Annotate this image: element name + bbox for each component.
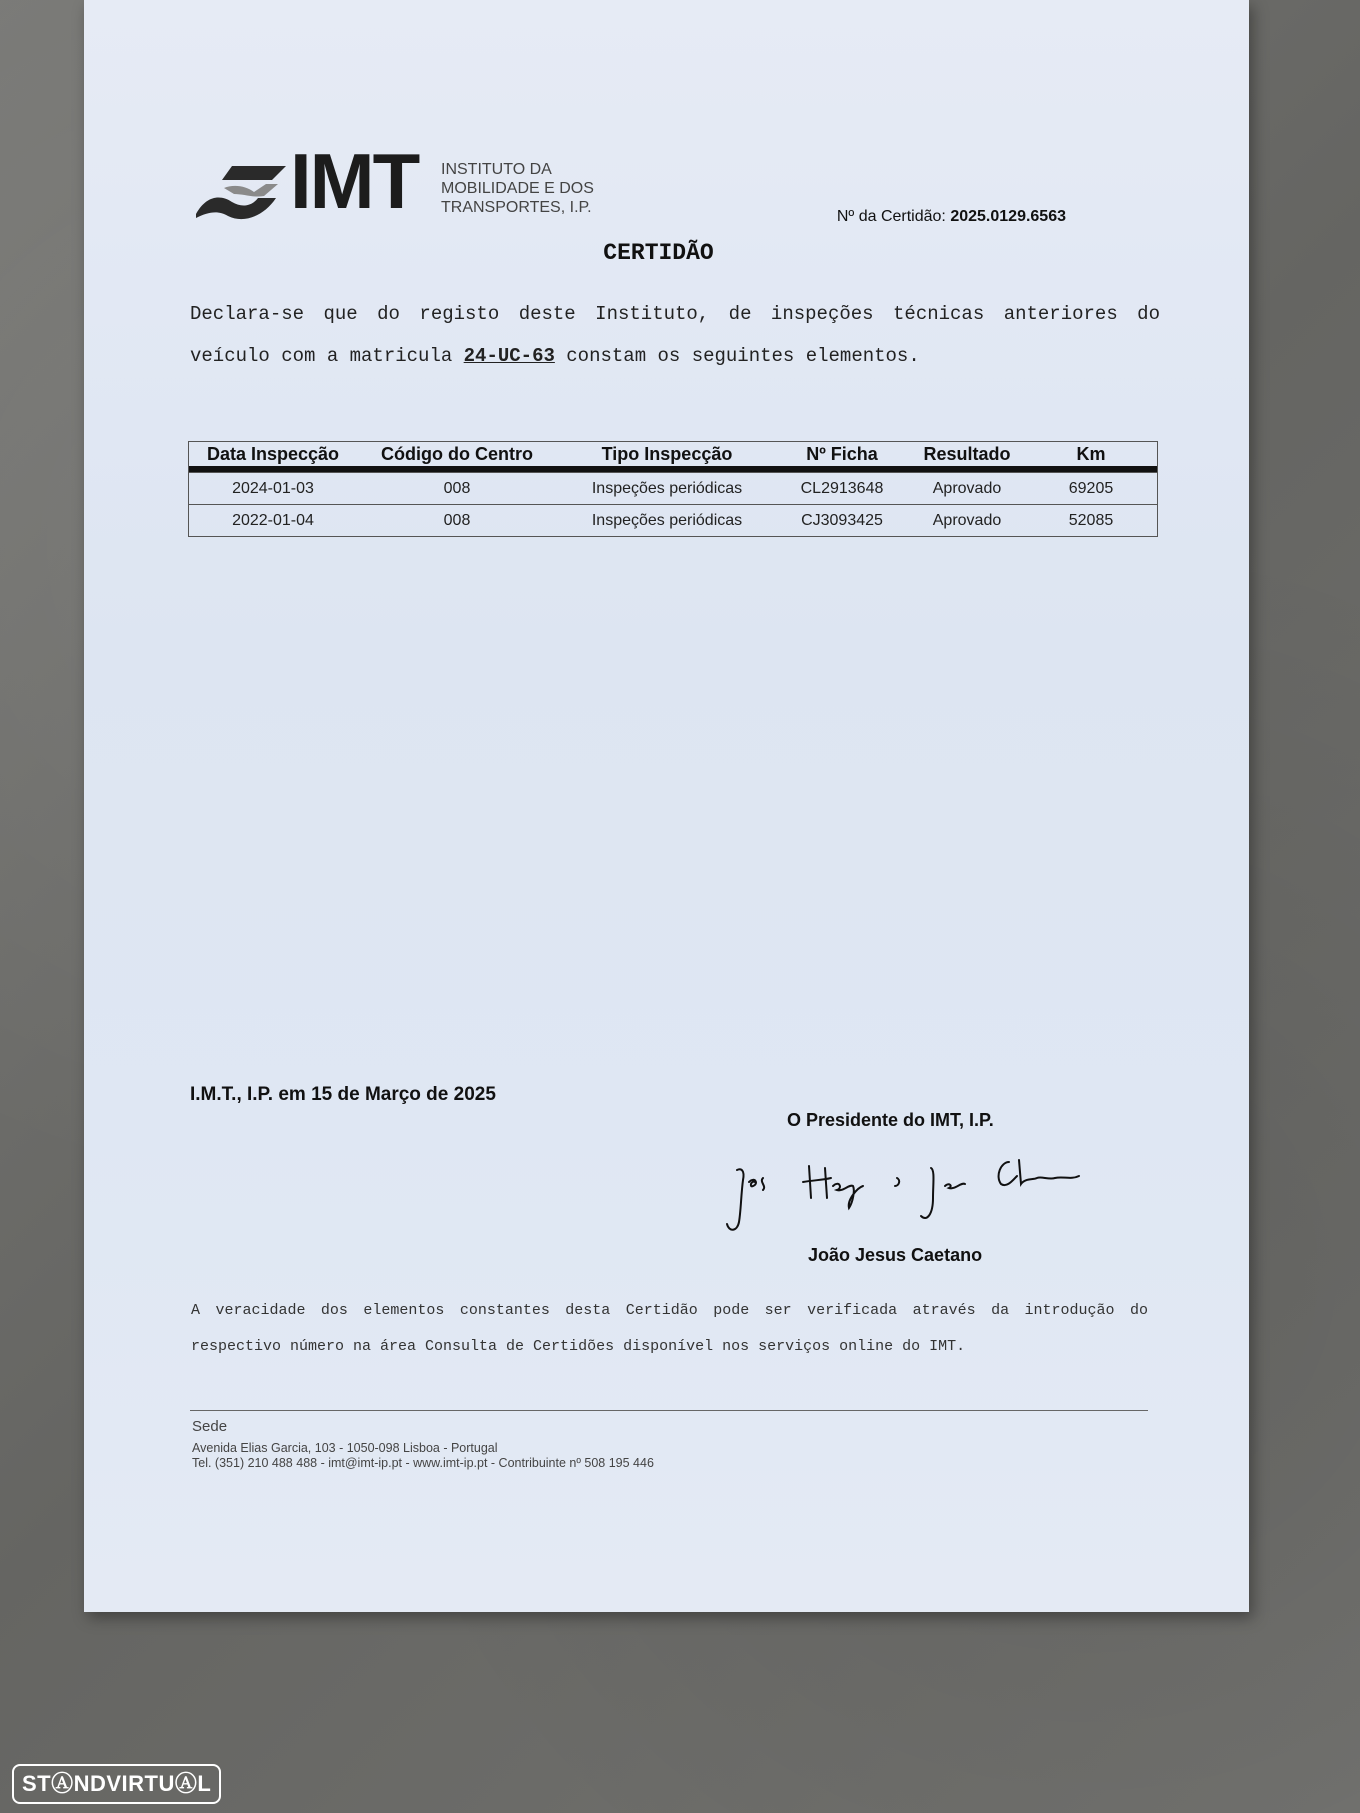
column-header: Resultado xyxy=(923,443,1011,464)
intro-paragraph xyxy=(190,293,1160,377)
table-cell: Aprovado xyxy=(932,511,1002,529)
table-cell: 008 xyxy=(443,479,471,497)
footer-contacts: Tel. (351) 210 488 488 - imt@imt-ip.pt - www.imt-ip.pt - Contribuinte nº 508 195 446 xyxy=(192,1456,654,1470)
place-and-date: I.M.T., I.P. em 15 de Março de 2025 xyxy=(190,1084,496,1105)
imt-wave-logo-icon xyxy=(194,154,294,224)
signer-name: João Jesus Caetano xyxy=(808,1245,983,1265)
table-cell: 008 xyxy=(443,511,471,529)
logo-subtitle-line: INSTITUTO DA xyxy=(441,161,552,178)
logo-subtitle-line: MOBILIDADE E DOS xyxy=(441,180,594,197)
footer-address: Avenida Elias Garcia, 103 - 1050-098 Lisboa - Portugal xyxy=(192,1441,498,1455)
document-title: CERTIDÃO xyxy=(603,240,714,266)
logo-subtitle-line: TRANSPORTES, I.P. xyxy=(441,199,592,216)
logo-imt-text: IMT xyxy=(290,137,419,225)
logo-subtitle xyxy=(441,160,611,217)
table-cell: 2024-01-03 xyxy=(232,479,314,497)
standvirtual-watermark-logo: STⒶNDVIRTUⒶL xyxy=(12,1764,221,1804)
inspections-table xyxy=(188,441,1158,537)
table-cell: 69205 xyxy=(1068,479,1114,497)
column-header: Data Inspecção xyxy=(206,443,340,464)
president-title: O Presidente do IMT, I.P. xyxy=(787,1110,994,1130)
column-header: Código do Centro xyxy=(381,443,533,464)
column-header: Nº Ficha xyxy=(806,443,878,464)
intro-text: Declara-se que do registo deste Instituto, de inspeções técnicas anteriores do veículo com a matricula xyxy=(190,303,1160,367)
table-header xyxy=(189,442,1157,472)
table-cell: CJ3093425 xyxy=(801,511,883,529)
certificate-number-label: Nº da Certidão: xyxy=(836,208,946,225)
table-row xyxy=(189,472,1157,504)
footer-divider xyxy=(190,1410,1148,1411)
footer-sede-label: Sede xyxy=(192,1418,228,1435)
table-cell: Inspeções periódicas xyxy=(591,479,743,497)
intro-text-end: constam os seguintes elementos. xyxy=(554,345,920,367)
verification-paragraph: A veracidade dos elementos constantes desta Certidão pode ser verificada através da introdução do respectivo número na área Consulta de Certidões disponível nos serviços online do IMT. xyxy=(191,1302,1148,1355)
certificate-number xyxy=(837,208,1066,226)
license-plate: 24-UC-63 xyxy=(463,345,555,367)
table-cell: 52085 xyxy=(1068,511,1114,529)
table-cell: 2022-01-04 xyxy=(232,511,314,529)
table-cell: CL2913648 xyxy=(800,479,884,497)
imt-logo xyxy=(194,137,594,230)
table-cell: Inspeções periódicas xyxy=(591,511,743,529)
handwritten-signature xyxy=(719,1140,1099,1240)
certificate-number-value: 2025.0129.6563 xyxy=(950,208,1066,225)
certificate-paper xyxy=(84,0,1249,1612)
column-header: Km xyxy=(1076,443,1106,464)
footer xyxy=(192,1418,654,1471)
table-cell: Aprovado xyxy=(932,479,1002,497)
column-header: Tipo Inspecção xyxy=(601,443,733,464)
table-row xyxy=(189,504,1157,536)
